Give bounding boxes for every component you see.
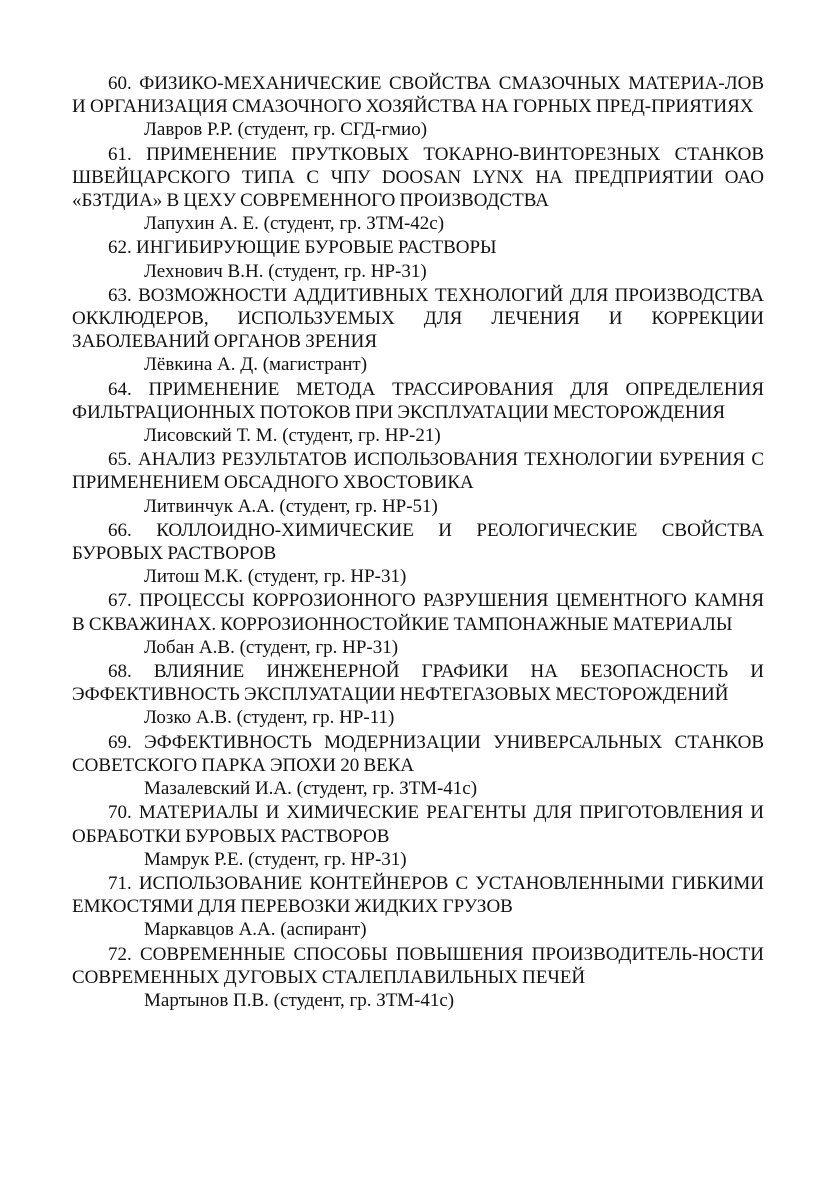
entry-title-text: ЭФФЕКТИВНОСТЬ МОДЕРНИЗАЦИИ УНИВЕРСАЛЬНЫХ СТАНКОВ СОВЕТСКОГО ПАРКА ЭПОХИ 20 ВЕКА bbox=[72, 731, 765, 776]
entry-number: 65. bbox=[108, 449, 132, 471]
entry-title bbox=[72, 448, 764, 494]
entry-title bbox=[72, 731, 764, 777]
entry-67 bbox=[72, 589, 764, 659]
entry-69 bbox=[72, 731, 764, 801]
entry-number: 71. bbox=[108, 872, 132, 894]
entry-title-text: КОЛЛОИДНО-ХИМИЧЕСКИЕ И РЕОЛОГИЧЕСКИЕ СВОЙСТВА БУРОВЫХ РАСТВОРОВ bbox=[72, 519, 765, 565]
entry-author: Лёвкина А. Д. (магистрант) bbox=[144, 354, 368, 376]
entry-title bbox=[72, 660, 764, 706]
entry-title-text: ВЛИЯНИЕ ИНЖЕНЕРНОЙ ГРАФИКИ НА БЕЗОПАСНОСТЬ И ЭФФЕКТИВНОСТЬ ЭКСПЛУАТАЦИИ НЕФТЕГАЗОВЫХ МЕСТОРОЖДЕНИЙ bbox=[72, 661, 764, 706]
entry-author: Мамрук Р.Е. (студент, гр. НР-31) bbox=[144, 848, 407, 870]
entry-number: 69. bbox=[108, 731, 132, 753]
entry-title-text: МАТЕРИАЛЫ И ХИМИЧЕСКИЕ РЕАГЕНТЫ ДЛЯ ПРИГОТОВЛЕНИЯ И ОБРАБОТКИ БУРОВЫХ РАСТВОРОВ bbox=[72, 802, 764, 847]
entry-title bbox=[72, 143, 764, 213]
entry-number: 60. bbox=[108, 73, 132, 94]
entry-title-text: ПРИМЕНЕНИЕ МЕТОДА ТРАССИРОВАНИЯ ДЛЯ ОПРЕДЕЛЕНИЯ ФИЛЬТРАЦИОННЫХ ПОТОКОВ ПРИ ЭКСПЛУАТАЦИИ МЕСТОРОЖДЕНИЯ bbox=[72, 378, 765, 423]
entry-title-text: ФИЗИКО-МЕХАНИЧЕСКИЕ СВОЙСТВА СМАЗОЧНЫХ МАТЕРИА-ЛОВ И ОРГАНИЗАЦИЯ СМАЗОЧНОГО ХОЗЯЙСТВА НА ГОРНЫХ ПРЕД-ПРИЯТИЯХ bbox=[72, 73, 764, 118]
document-page bbox=[72, 72, 764, 1013]
entry-title bbox=[72, 236, 764, 259]
entry-number: 66. bbox=[108, 519, 132, 541]
entry-title bbox=[72, 801, 764, 847]
entry-title bbox=[72, 943, 764, 989]
entry-title-text: ИСПОЛЬЗОВАНИЕ КОНТЕЙНЕРОВ С УСТАНОВЛЕННЫМИ ГИБКИМИ ЕМКОСТЯМИ ДЛЯ ПЕРЕВОЗКИ ЖИДКИХ ГРУЗОВ bbox=[72, 872, 764, 918]
entry-author: Маркавцов А.А. (аспирант) bbox=[144, 919, 367, 941]
entry-title bbox=[72, 519, 764, 565]
entry-title-text: ПРОЦЕССЫ КОРРОЗИОННОГО РАЗРУШЕНИЯ ЦЕМЕНТНОГО КАМНЯ В СКВАЖИНАХ. КОРРОЗИОННОСТОЙКИЕ ТАМПОНАЖНЫЕ МАТЕРИАЛЫ bbox=[72, 590, 764, 635]
entry-author: Лавров Р.Р. (студент, гр. СГД-гмио) bbox=[144, 119, 428, 141]
entry-title bbox=[72, 589, 764, 635]
entry-number: 68. bbox=[108, 661, 132, 683]
entry-title-text: АНАЛИЗ РЕЗУЛЬТАТОВ ИСПОЛЬЗОВАНИЯ ТЕХНОЛОГИИ БУРЕНИЯ С ПРИМЕНЕНИЕМ ОБСАДНОГО ХВОСТОВИКА bbox=[72, 449, 765, 494]
entry-author: Мартынов П.В. (студент, гр. ЗТМ-41с) bbox=[144, 989, 455, 1011]
entry-author: Литош М.К. (студент, гр. НР-31) bbox=[144, 566, 407, 588]
entry-66 bbox=[72, 519, 764, 589]
entry-number: 67. bbox=[108, 590, 132, 612]
entry-author: Лобан А.В. (студент, гр. НР-31) bbox=[144, 636, 399, 658]
entry-61 bbox=[72, 143, 764, 236]
entry-number: 63. bbox=[108, 284, 132, 306]
entry-author: Лехнович В.Н. (студент, гр. НР-31) bbox=[144, 260, 427, 282]
entry-title bbox=[72, 284, 764, 354]
entry-68 bbox=[72, 660, 764, 730]
entry-number: 72. bbox=[108, 943, 132, 965]
entry-62 bbox=[72, 236, 764, 282]
entry-number: 64. bbox=[108, 378, 132, 400]
entry-title bbox=[72, 378, 764, 424]
entry-number: 62. bbox=[108, 237, 132, 259]
entry-title-text: ПРИМЕНЕНИЕ ПРУТКОВЫХ ТОКАРНО-ВИНТОРЕЗНЫХ СТАНКОВ ШВЕЙЦАРСКОГО ТИПА С ЧПУ DOOSAN LYNX НА ПРЕДПРИЯТИИ ОАО «БЗТДИА» В ЦЕХУ СОВРЕМЕННОГО ПРОИЗВОДСТВА bbox=[72, 143, 764, 212]
entry-70 bbox=[72, 801, 764, 871]
entry-title-text: ИНГИБИРУЮЩИЕ БУРОВЫЕ РАСТВОРЫ bbox=[136, 237, 497, 259]
entry-author: Лисовский Т. М. (студент, гр. НР-21) bbox=[144, 425, 441, 447]
entry-number: 70. bbox=[108, 802, 132, 824]
entry-author: Лозко А.В. (студент, гр. НР-11) bbox=[144, 707, 395, 729]
entry-author: Лапухин А. Е. (студент, гр. ЗТМ-42с) bbox=[144, 213, 445, 235]
entry-65 bbox=[72, 448, 764, 518]
entry-title-text: ВОЗМОЖНОСТИ АДДИТИВНЫХ ТЕХНОЛОГИЙ ДЛЯ ПРОИЗВОДСТВА ОККЛЮДЕРОВ, ИСПОЛЬЗУЕМЫХ ДЛЯ ЛЕЧЕНИЯ И КОРРЕКЦИИ ЗАБОЛЕВАНИЙ ОРГАНОВ ЗРЕНИЯ bbox=[72, 284, 764, 353]
entry-number: 61. bbox=[108, 143, 132, 165]
entry-author: Литвинчук А.А. (студент, гр. НР-51) bbox=[144, 495, 438, 517]
entry-60 bbox=[72, 72, 764, 142]
entry-author: Мазалевский И.А. (студент, гр. ЗТМ-41с) bbox=[144, 778, 478, 800]
entry-71 bbox=[72, 872, 764, 942]
entry-title bbox=[72, 872, 764, 918]
entry-64 bbox=[72, 378, 764, 448]
entry-63 bbox=[72, 284, 764, 377]
entry-72 bbox=[72, 943, 764, 1013]
entry-title bbox=[72, 72, 764, 118]
entry-title-text: СОВРЕМЕННЫЕ СПОСОБЫ ПОВЫШЕНИЯ ПРОИЗВОДИТЕЛЬ-НОСТИ СОВРЕМЕННЫХ ДУГОВЫХ СТАЛЕПЛАВИЛЬНЫХ ПЕЧЕЙ bbox=[72, 943, 764, 988]
